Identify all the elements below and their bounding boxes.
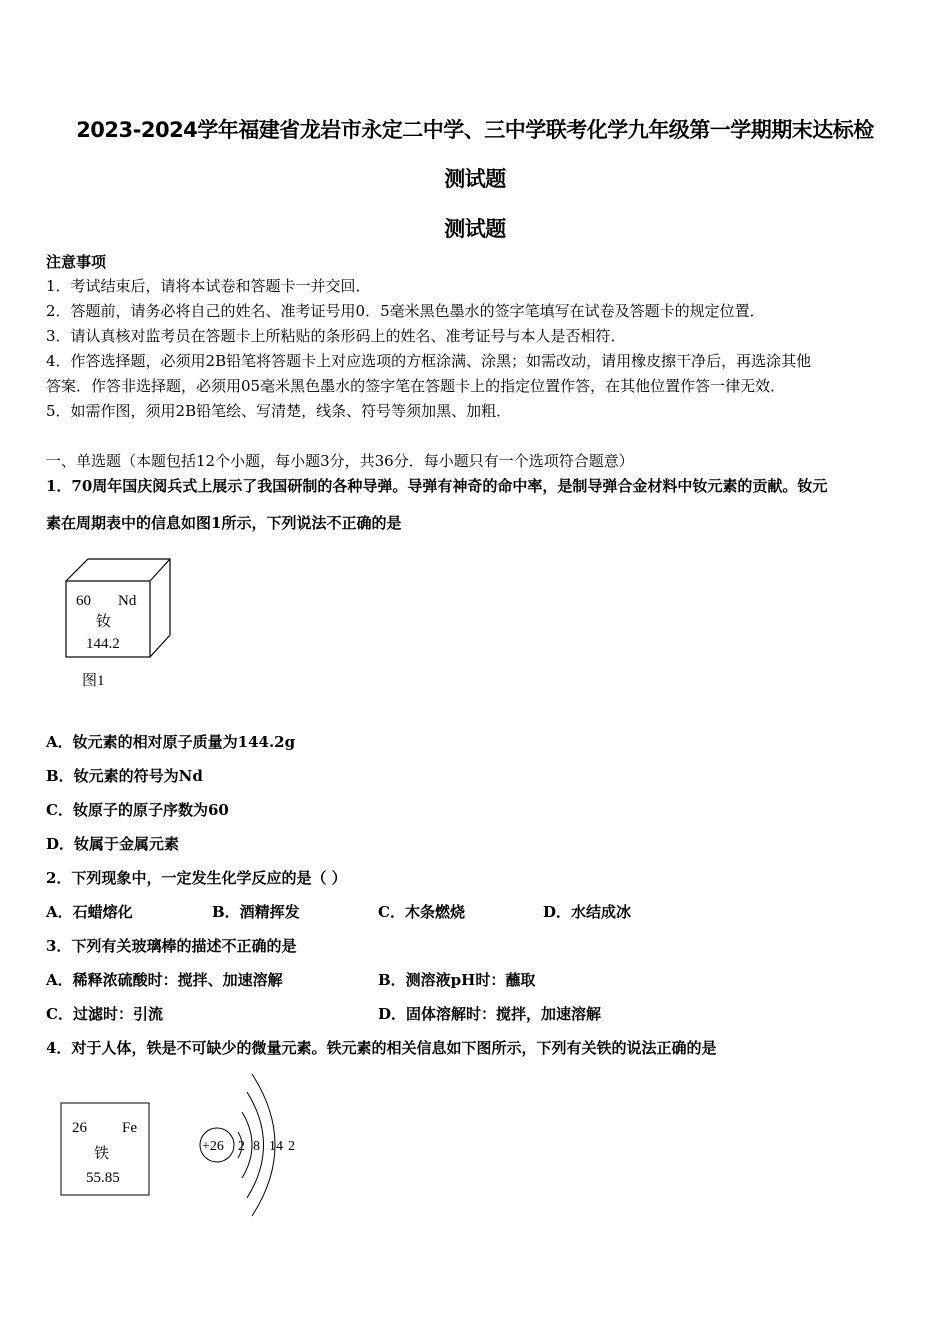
nd-atomic-number: 60 — [76, 593, 91, 609]
figure-caption: 图1 — [82, 673, 105, 689]
nd-element-cube-figure — [60, 555, 180, 695]
fe-mass: 55.85 — [86, 1170, 120, 1186]
q1-stem: 1．70周年国庆阅兵式上展示了我国研制的各种导弹。导弹有神奇的命中率，是制导弹合金材料中钕元素的贡献。钕元 — [46, 477, 828, 495]
fe-symbol: Fe — [122, 1120, 137, 1136]
q1-stem-cont: 素在周期表中的信息如图1所示，下列说法不正确的是 — [46, 514, 402, 532]
nd-name: 钕 — [96, 614, 112, 630]
fe-atomic-number: 26 — [72, 1120, 87, 1136]
notice-heading: 注意事项 — [46, 253, 107, 271]
q3-option-c: C．过滤时：引流 — [46, 1005, 163, 1023]
notice-item: 4．作答选择题，必须用2B铅笔将答题卡上对应选项的方框涂满、涂黑；如需改动，请用橡皮擦干净后，再选涂其他 — [46, 352, 812, 370]
q2-option-c: C．木条燃烧 — [378, 903, 465, 921]
shell-3-count: 14 — [269, 1139, 283, 1154]
nd-symbol: Nd — [118, 593, 137, 609]
notice-item: 5．如需作图，须用2B铅笔绘、写清楚，线条、符号等须加黑、加粗． — [46, 402, 512, 420]
q2-option-b: B．酒精挥发 — [212, 903, 300, 921]
shell-1-count: 2 — [238, 1139, 245, 1154]
section-heading: 一、单选题（本题包括12个小题，每小题3分，共36分．每小题只有一个选项符合题意） — [46, 452, 634, 470]
q1-option-c: C．钕原子的原子序数为60 — [46, 801, 229, 819]
q1-option-d: D．钕属于金属元素 — [46, 835, 180, 853]
q1-option-b: B．钕元素的符号为Nd — [46, 767, 203, 785]
nd-mass: 144.2 — [86, 636, 120, 652]
shell-2-count: 8 — [253, 1139, 260, 1154]
notice-item: 3．请认真核对监考员在答题卡上所粘贴的条形码上的姓名、准考证号与本人是否相符． — [46, 327, 626, 345]
page-title: 2023-2024学年福建省龙岩市永定二中学、三中学联考化学九年级第一学期期末达标检 — [76, 118, 874, 142]
fe-name: 铁 — [94, 1146, 110, 1162]
q4-stem: 4．对于人体，铁是不可缺少的微量元素。铁元素的相关信息如下图所示，下列有关铁的说法正确的是 — [46, 1039, 717, 1057]
fe-atom-structure-diagram — [190, 1070, 310, 1220]
shell-4-count: 2 — [288, 1139, 295, 1154]
q2-option-a: A．石蜡熔化 — [46, 903, 133, 921]
notice-item: 1．考试结束后，请将本试卷和答题卡一并交回． — [46, 277, 371, 295]
q3-stem: 3．下列有关玻璃棒的描述不正确的是 — [46, 937, 297, 955]
page-subtitle: 测试题 — [444, 217, 506, 241]
notice-item: 答案．作答非选择题，必须用05毫米黑色墨水的签字笔在答题卡上的指定位置作答，在其他位置作答一律无效． — [46, 377, 786, 395]
q2-option-d: D．水结成冰 — [543, 903, 632, 921]
q3-option-a: A．稀释浓硫酸时：搅拌、加速溶解 — [46, 971, 283, 989]
page-title-line2: 测试题 — [444, 167, 506, 191]
q3-option-d: D．固体溶解时：搅拌，加速溶解 — [378, 1005, 602, 1023]
q3-option-b: B．测溶液pH时：蘸取 — [378, 971, 536, 989]
nucleus-charge: +26 — [202, 1139, 224, 1154]
q2-stem: 2．下列现象中，一定发生化学反应的是（ ） — [46, 869, 347, 887]
notice-item: 2．答题前，请务必将自己的姓名、准考证号用0．5毫米黑色墨水的签字笔填写在试卷及答题卡的规定位置． — [46, 302, 765, 320]
fe-element-card — [58, 1100, 154, 1200]
q1-option-a: A．钕元素的相对原子质量为144.2g — [46, 733, 296, 751]
